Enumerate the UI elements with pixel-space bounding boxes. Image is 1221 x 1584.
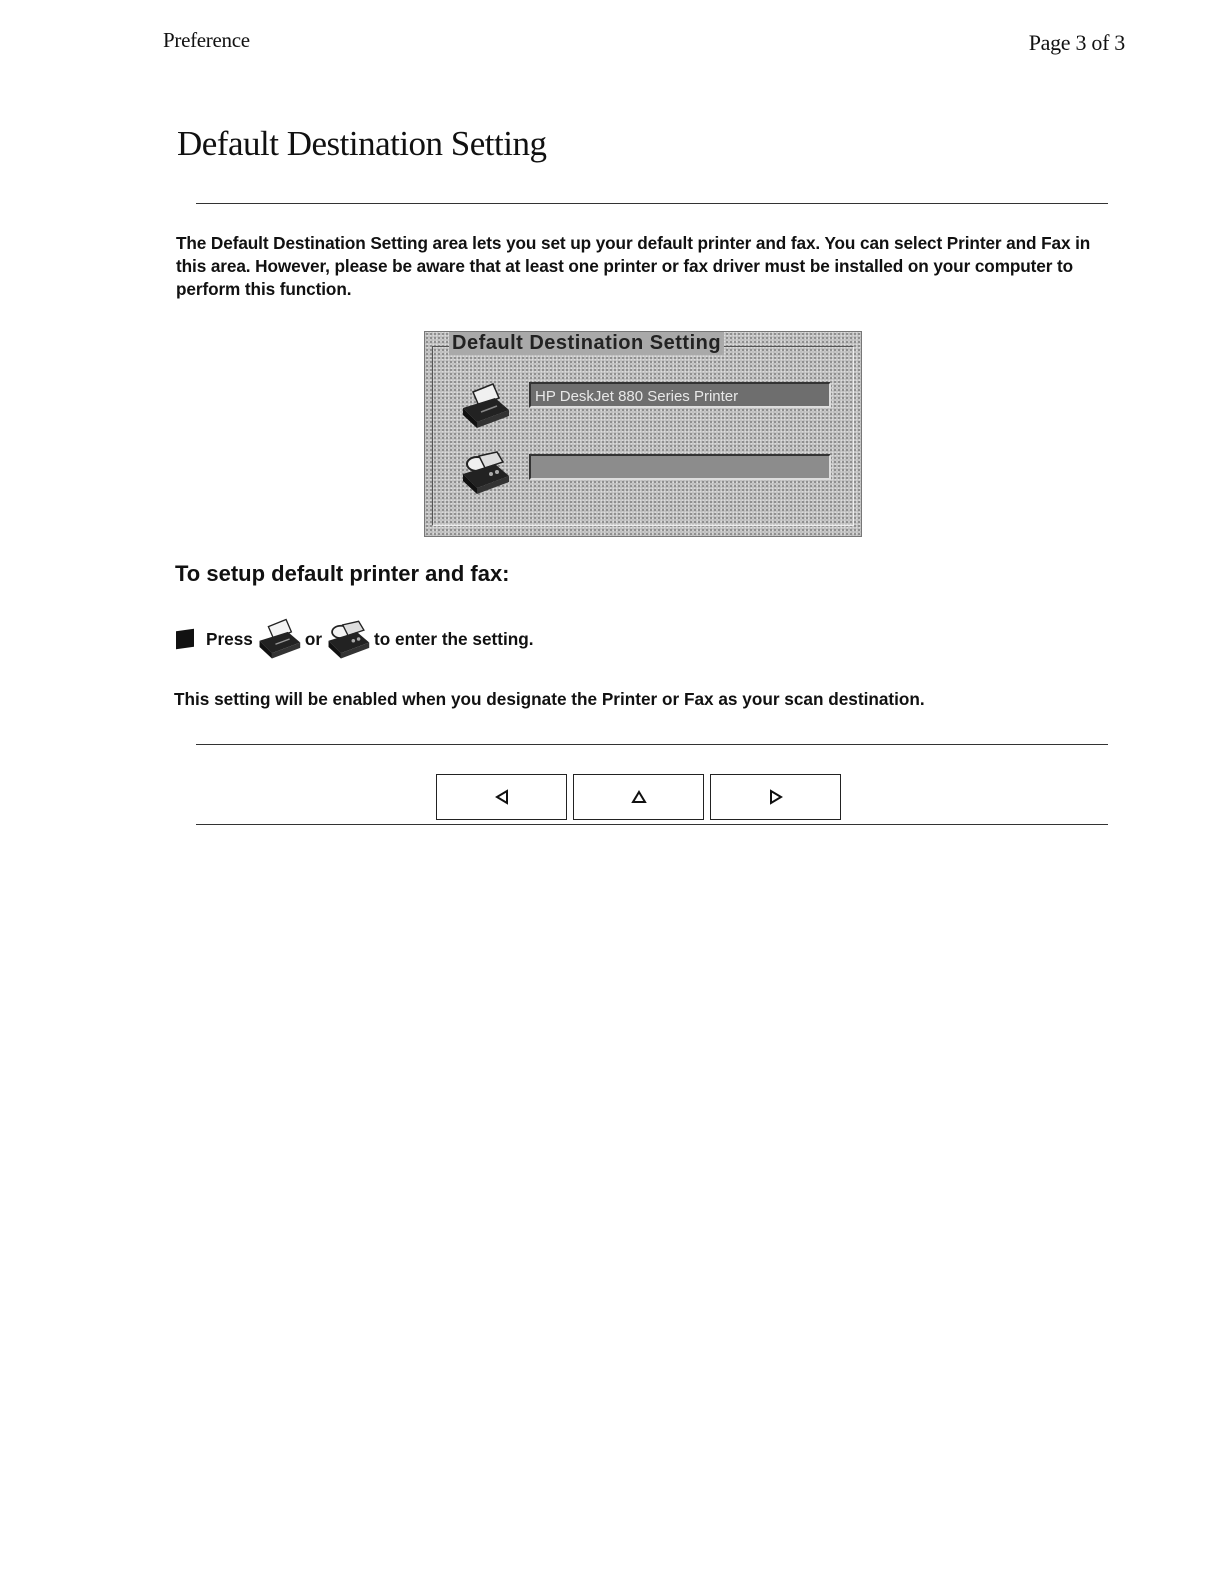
fax-icon [325,616,371,662]
page-navigation [436,774,841,820]
triangle-left-icon [494,789,510,805]
fax-icon[interactable] [459,448,511,496]
fax-select[interactable] [529,454,831,480]
header-section: Preference [163,28,250,52]
dialog-group-frame [432,346,854,526]
setup-heading: To setup default printer and fax: [175,561,510,586]
setup-note: This setting will be enabled when you designate the Printer or Fax as your scan destination. [174,689,925,709]
dialog-screenshot [424,331,862,537]
setup-step [176,616,534,662]
up-page-button[interactable] [573,774,704,820]
intro-paragraph: The Default Destination Setting area lets you set up your default printer and fax. You can select Printer and Fax in this area. However, please be aware that at least one printer or fax driver must be installed on your computer to perform this function. [176,233,1091,299]
page-indicator: Page 3 of 3 [1028,30,1125,55]
bullet-icon [176,629,194,650]
step-press-label: Press [206,628,253,649]
step-or-label: or [304,628,323,649]
previous-page-button[interactable] [436,774,567,820]
nav-bottom-divider [196,824,1108,825]
next-page-button[interactable] [710,774,841,820]
printer-icon [256,616,302,662]
dialog-group-label: Default Destination Setting [449,332,724,355]
step-suffix-label: to enter the setting. [374,628,534,649]
triangle-right-icon [768,789,784,805]
page-title: Default Destination Setting [177,124,547,163]
nav-top-divider [196,744,1108,745]
title-divider [196,203,1108,204]
printer-icon[interactable] [459,382,511,430]
printer-select[interactable]: HP DeskJet 880 Series Printer [529,382,831,408]
triangle-up-icon [631,789,647,805]
